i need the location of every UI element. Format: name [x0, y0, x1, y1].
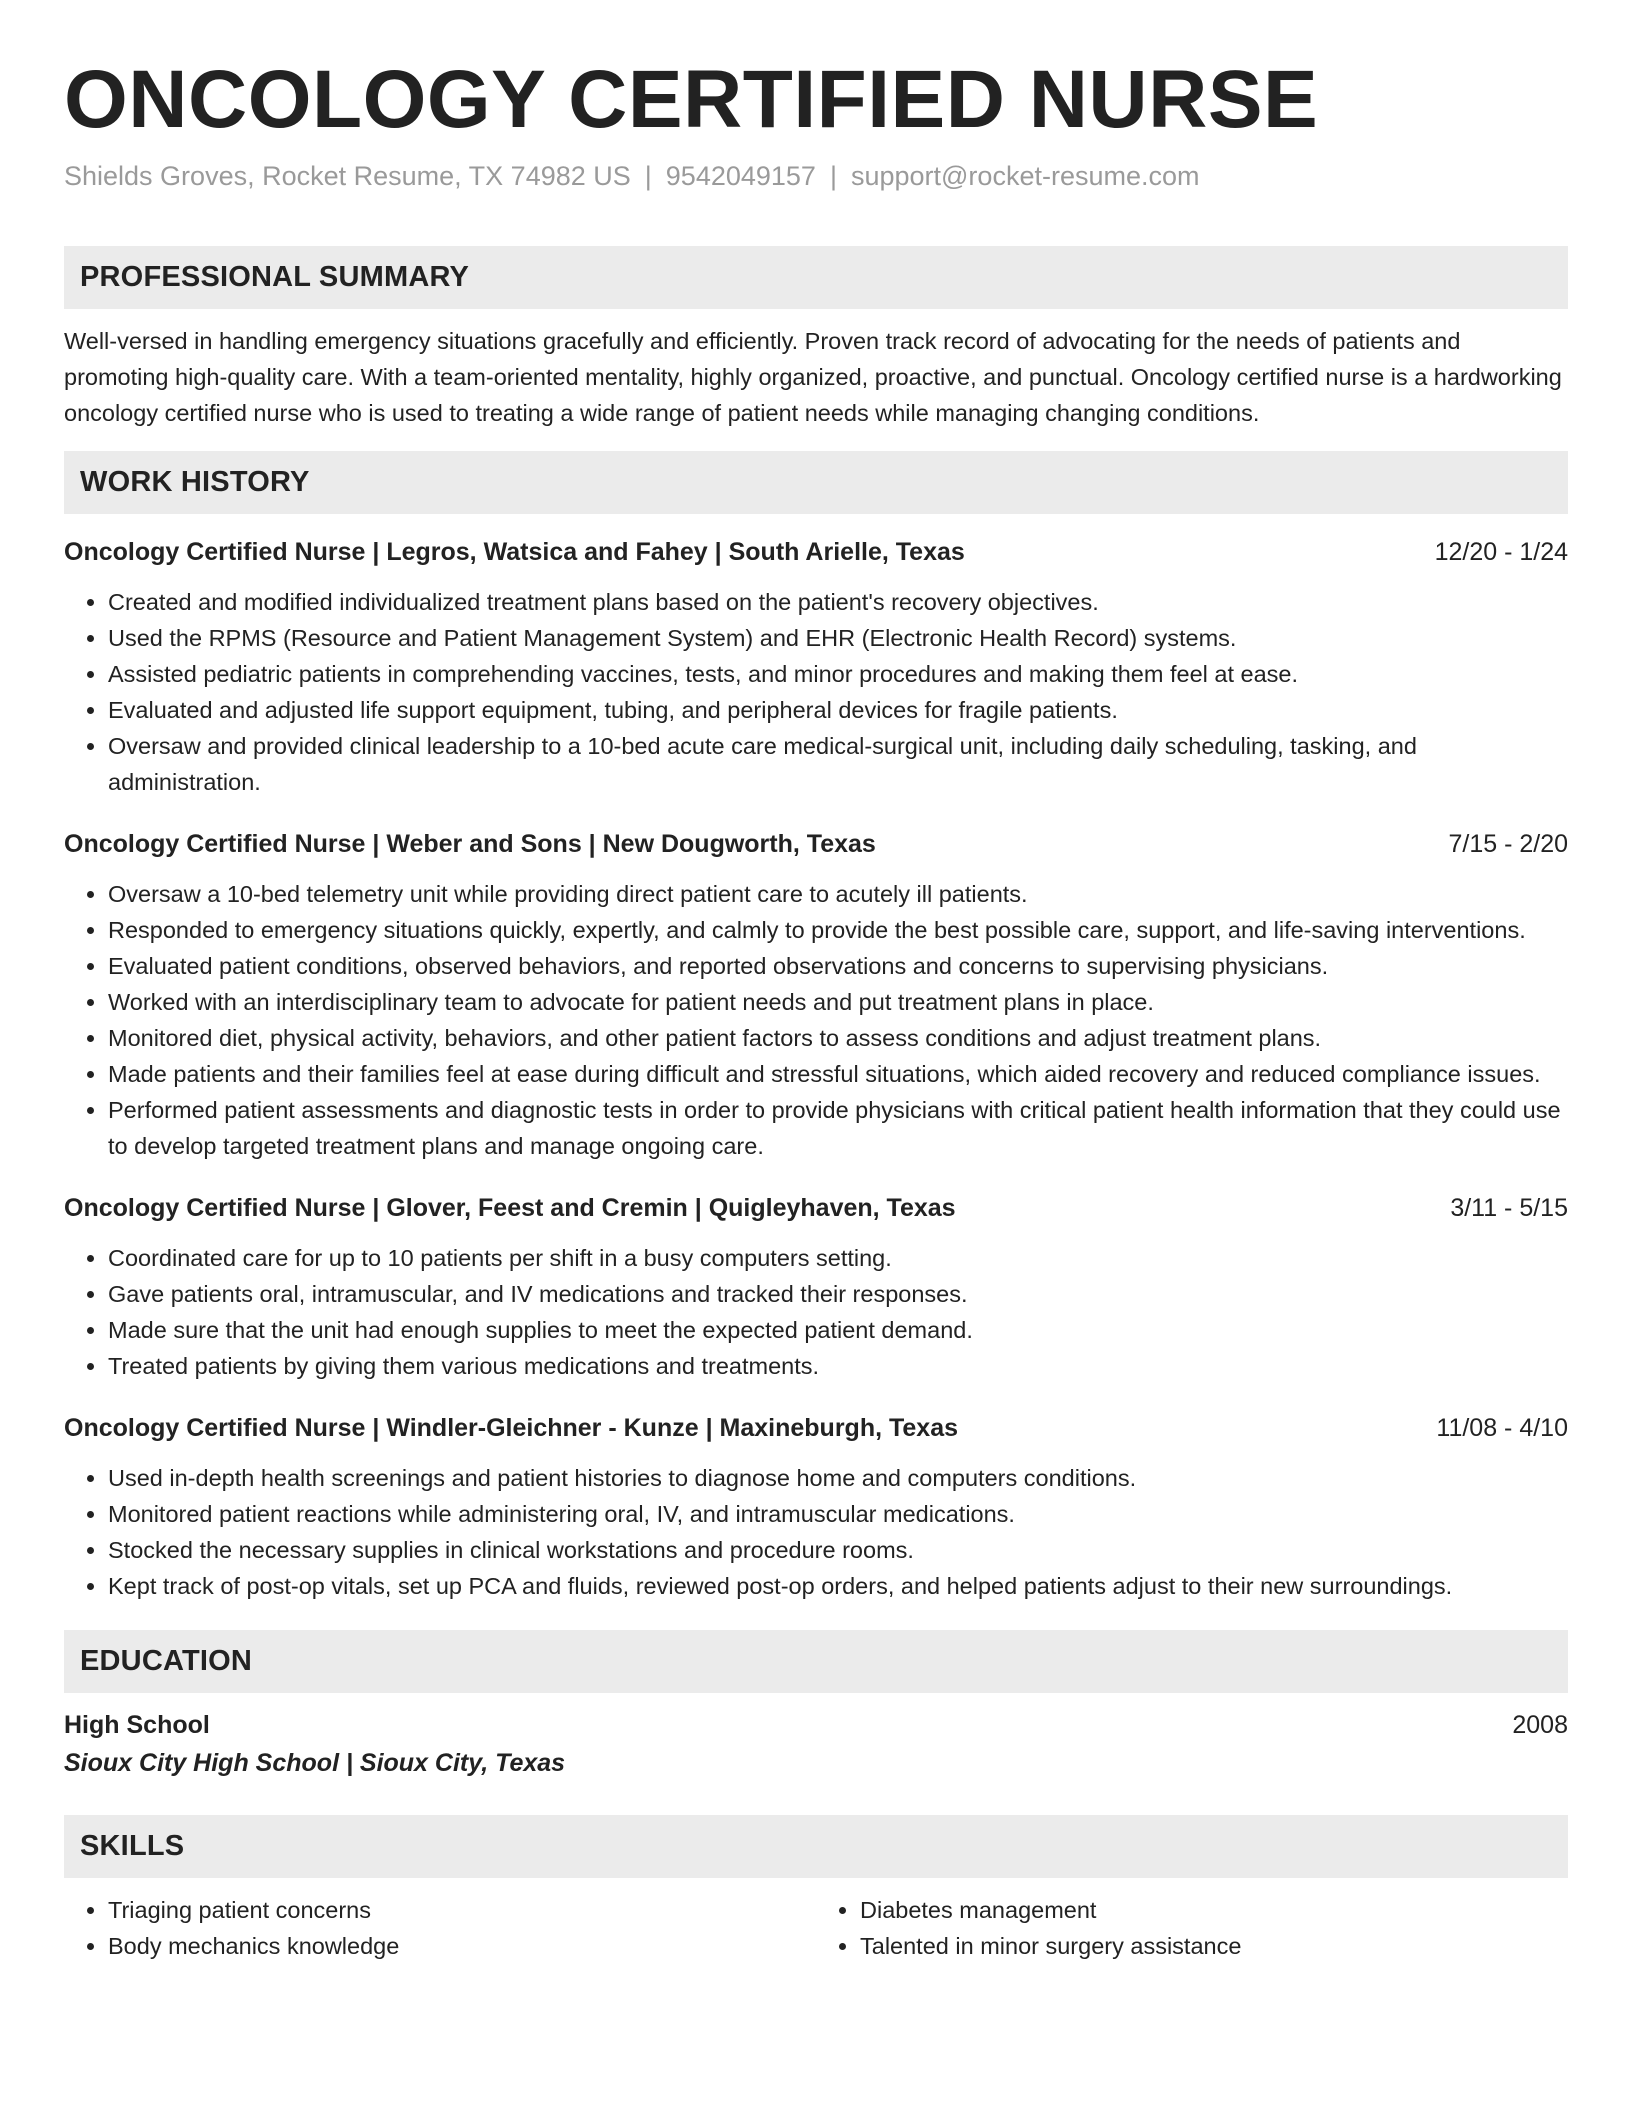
education-year: 2008	[1512, 1711, 1568, 1739]
job-bullet: • Used in-depth health screenings and patient histories to diagnose home and computers conditions.	[108, 1460, 1568, 1496]
section-heading-education: EDUCATION	[64, 1630, 1568, 1693]
job-title: Oncology Certified Nurse | Windler-Gleichner - Kunze | Maxineburgh, Texas	[64, 1414, 959, 1442]
job-header	[64, 826, 1568, 862]
education-degree: High School	[64, 1711, 210, 1739]
job-bullets	[64, 1240, 1568, 1384]
section-heading-summary: PROFESSIONAL SUMMARY	[64, 246, 1568, 309]
skills-list-right	[816, 1892, 1568, 1964]
job-title: Oncology Certified Nurse | Legros, Watsica and Fahey | South Arielle, Texas	[64, 538, 965, 566]
job-title: Oncology Certified Nurse | Glover, Feest and Cremin | Quigleyhaven, Texas	[64, 1194, 956, 1222]
job-header	[64, 1190, 1568, 1226]
job-bullet: • Performed patient assessments and diagnostic tests in order to provide physicians with critical patient health information that they could use to develop targeted treatment plans and manage ongoing care.	[108, 1092, 1568, 1164]
job-bullet: • Stocked the necessary supplies in clinical workstations and procedure rooms.	[108, 1532, 1568, 1568]
job-bullet: • Made patients and their families feel at ease during difficult and stressful situations, which aided recovery and reduced compliance issues.	[108, 1056, 1568, 1092]
education-entry	[64, 1707, 1568, 1781]
job-bullet: • Treated patients by giving them various medications and treatments.	[108, 1348, 1568, 1384]
candidate-name: ONCOLOGY CERTIFIED NURSE	[64, 54, 1319, 145]
skill-item: • Talented in minor surgery assistance	[860, 1928, 1568, 1964]
skills-columns	[64, 1892, 1568, 1964]
job-dates: 7/15 - 2/20	[1448, 830, 1568, 858]
job-bullet: • Monitored patient reactions while administering oral, IV, and intramuscular medications.	[108, 1496, 1568, 1532]
skill-item: • Body mechanics knowledge	[108, 1928, 816, 1964]
job-bullet: • Evaluated and adjusted life support equipment, tubing, and peripheral devices for fragile patients.	[108, 692, 1568, 728]
job-bullet: • Monitored diet, physical activity, behaviors, and other patient factors to assess conditions and adjust treatment plans.	[108, 1020, 1568, 1056]
job-bullet: • Made sure that the unit had enough supplies to meet the expected patient demand.	[108, 1312, 1568, 1348]
education-school: Sioux City High School | Sioux City, Texas	[64, 1749, 566, 1777]
job-bullets	[64, 876, 1568, 1164]
skills-list-left	[64, 1892, 816, 1964]
job-dates: 12/20 - 1/24	[1434, 538, 1568, 566]
education-header	[64, 1707, 1568, 1743]
skill-item: • Diabetes management	[860, 1892, 1568, 1928]
job-bullet: • Assisted pediatric patients in comprehending vaccines, tests, and minor procedures and making them feel at ease.	[108, 656, 1568, 692]
job-bullets	[64, 1460, 1568, 1604]
job-bullet: • Worked with an interdisciplinary team to advocate for patient needs and put treatment plans in place.	[108, 984, 1568, 1020]
contact-email[interactable]: support@rocket-resume.com	[850, 161, 1200, 191]
job-entry	[64, 534, 1568, 800]
section-heading-work-history: WORK HISTORY	[64, 451, 1568, 514]
job-entry	[64, 1190, 1568, 1384]
job-bullet: • Responded to emergency situations quickly, expertly, and calmly to provide the best possible care, support, and life-saving interventions.	[108, 912, 1568, 948]
job-dates: 3/11 - 5/15	[1450, 1194, 1568, 1222]
contact-separator: |	[829, 161, 837, 191]
job-bullet: • Created and modified individualized treatment plans based on the patient's recovery objectives.	[108, 584, 1568, 620]
section-heading-skills: SKILLS	[64, 1815, 1568, 1878]
job-bullet: • Gave patients oral, intramuscular, and IV medications and tracked their responses.	[108, 1276, 1568, 1312]
contact-separator: |	[644, 161, 652, 191]
job-header	[64, 1410, 1568, 1446]
job-bullet: • Coordinated care for up to 10 patients per shift in a busy computers setting.	[108, 1240, 1568, 1276]
job-bullet: • Oversaw and provided clinical leadership to a 10-bed acute care medical-surgical unit, including daily scheduling, tasking, and administration.	[108, 728, 1568, 800]
contact-phone: 9542049157	[665, 161, 816, 191]
job-bullets	[64, 584, 1568, 800]
job-bullet: • Used the RPMS (Resource and Patient Management System) and EHR (Electronic Health Record) systems.	[108, 620, 1568, 656]
contact-line	[64, 158, 1568, 194]
resume	[64, 52, 1568, 1964]
contact-address: Shields Groves, Rocket Resume, TX 74982 US	[64, 161, 631, 191]
job-entry	[64, 826, 1568, 1164]
job-dates: 11/08 - 4/10	[1436, 1414, 1568, 1442]
job-entry	[64, 1410, 1568, 1604]
job-bullet: • Kept track of post-op vitals, set up PCA and fluids, reviewed post-op orders, and helped patients adjust to their new surroundings.	[108, 1568, 1568, 1604]
job-bullet: • Evaluated patient conditions, observed behaviors, and reported observations and concerns to supervising physicians.	[108, 948, 1568, 984]
summary-text: Well-versed in handling emergency situations gracefully and efficiently. Proven track record of advocating for the needs of patients and promoting high-quality care. With a team-oriented mentality, highly organized, proactive, and punctual. Oncology certified nurse is a hardworking oncology certified nurse who is used to treating a wide range of patient needs while managing changing conditions.	[64, 328, 1562, 426]
job-bullet: • Oversaw a 10-bed telemetry unit while providing direct patient care to acutely ill patients.	[108, 876, 1568, 912]
job-header	[64, 534, 1568, 570]
job-title: Oncology Certified Nurse | Weber and Sons | New Dougworth, Texas	[64, 830, 876, 858]
skill-item: • Triaging patient concerns	[108, 1892, 816, 1928]
